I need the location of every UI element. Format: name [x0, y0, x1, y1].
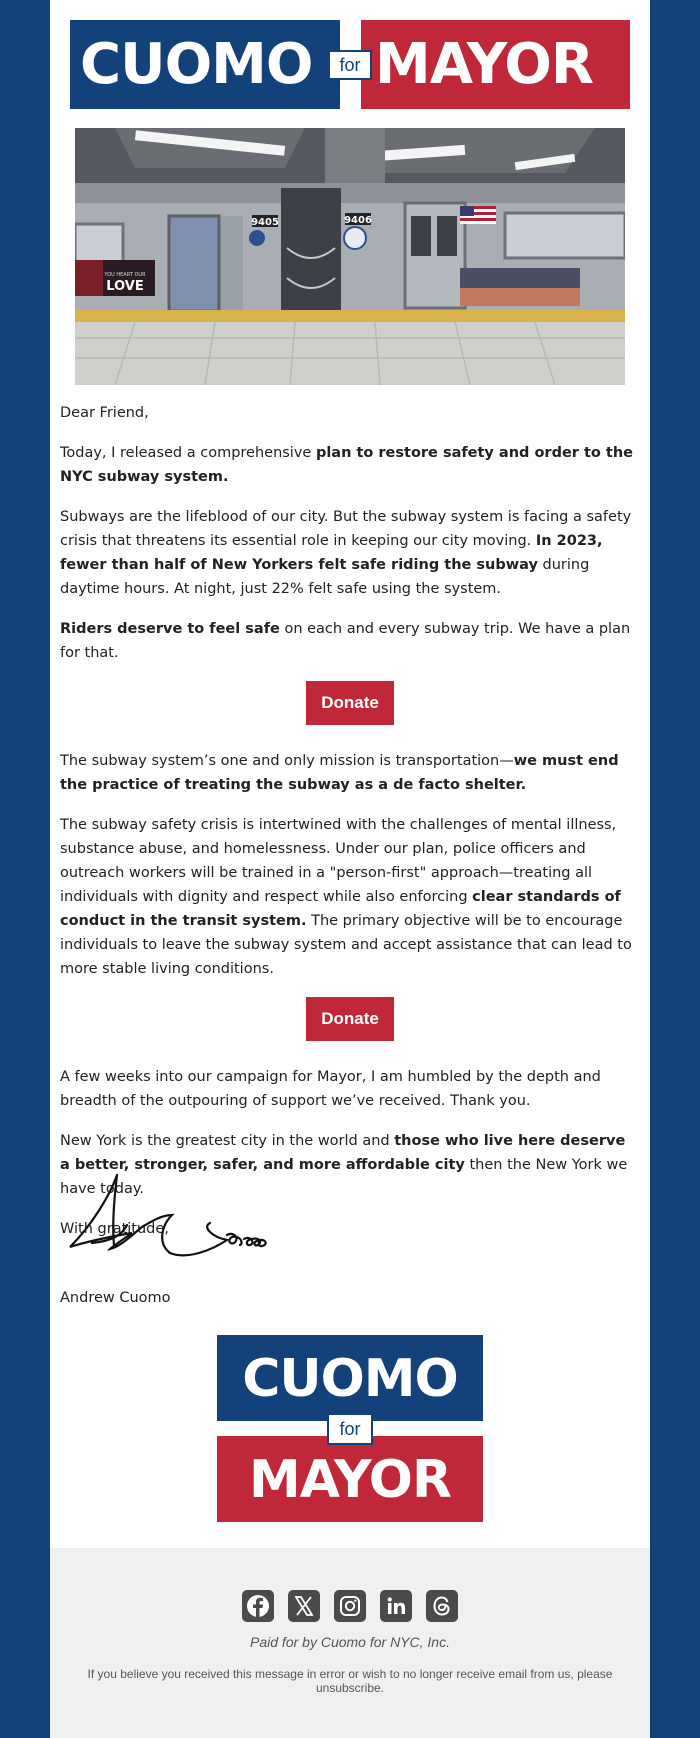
- logo-word-for: for: [328, 50, 372, 80]
- car-number-9406: 9406: [344, 215, 372, 226]
- p1-bold: plan to restore safety and order to the NYC subway system.: [60, 445, 634, 485]
- email-body: [50, 0, 650, 1738]
- p5-bold: clear standards of conduct in the transit system.: [60, 889, 621, 929]
- footer-logo-word-cuomo: CUOMO: [242, 1349, 458, 1409]
- footer-logo-word-mayor: MAYOR: [248, 1450, 452, 1510]
- logo-word-mayor: MAYOR: [375, 32, 593, 97]
- paragraph-approach: [60, 813, 640, 981]
- p7-bold: those who live here deserve a better, stronger, safer, and more affordable city: [60, 1133, 626, 1173]
- greeting: [60, 401, 640, 425]
- paragraph-riders: [60, 617, 640, 665]
- p1-text: Today, I released a comprehensive: [60, 445, 316, 461]
- footer-logo-word-for: for: [327, 1413, 373, 1445]
- p6-text: A few weeks into our campaign for Mayor, I am humbled by the depth and breadth of the outpouring of support we’ve received. Thank you.: [60, 1069, 601, 1109]
- subway-photo: [75, 128, 625, 385]
- p5-text: The subway safety crisis is intertwined with the challenges of mental illness, substance abuse, and homelessness. Under our plan, police officers and outreach workers will be trained in a "person-first" approach—treating all individuals with dignity and respect while also enforcing: [60, 817, 617, 905]
- signature-image: [62, 1165, 292, 1270]
- header-logo: [70, 20, 630, 109]
- ad-love-text: LOVE: [106, 279, 144, 294]
- p4-text: The subway system’s one and only mission is transportation—: [60, 753, 514, 769]
- instagram-icon[interactable]: [334, 1590, 366, 1622]
- paragraph-thanks: [60, 1065, 640, 1113]
- car-number-9405: 9405: [251, 217, 279, 228]
- donate-wrap-1: [60, 681, 640, 725]
- p3-text: on each and every subway trip. We have a plan for that.: [60, 621, 631, 661]
- footer-logo: [217, 1335, 483, 1522]
- p7-text-end: then the New York we have today.: [60, 1157, 628, 1197]
- p5-text-end: The primary objective will be to encourage individuals to leave the subway system and accept assistance that can lead to more stable living conditions.: [60, 913, 632, 977]
- facebook-icon[interactable]: [242, 1590, 274, 1622]
- threads-icon[interactable]: [426, 1590, 458, 1622]
- email-footer: [50, 1548, 650, 1738]
- p7-text: New York is the greatest city in the world and: [60, 1133, 395, 1149]
- greeting-text: Dear Friend,: [60, 405, 149, 421]
- donate-button-2[interactable]: Donate: [306, 997, 394, 1041]
- ad-small-text: YOU HEART OUR: [104, 272, 146, 278]
- paragraph-plan: [60, 441, 640, 489]
- donate-button[interactable]: Donate: [306, 681, 394, 725]
- paid-for-disclaimer: Paid for by Cuomo for NYC, Inc.: [250, 1634, 450, 1650]
- signer-name: Andrew Cuomo: [60, 1290, 171, 1306]
- p2-text: Subways are the lifeblood of our city. But the subway system is facing a safety crisis that threatens its essential role in keeping our city moving.: [60, 509, 632, 549]
- donate-wrap-2: [60, 997, 640, 1041]
- p4-bold: we must end the practice of treating the subway as a de facto shelter.: [60, 753, 619, 793]
- social-links: [242, 1590, 458, 1622]
- x-icon[interactable]: [288, 1590, 320, 1622]
- paragraph-mission: [60, 749, 640, 797]
- p2-bold: In 2023, fewer than half of New Yorkers felt safe riding the subway: [60, 533, 603, 573]
- linkedin-icon[interactable]: [380, 1590, 412, 1622]
- p3-bold: Riders deserve to feel safe: [60, 621, 280, 637]
- letter-body: [60, 401, 640, 1257]
- logo-word-cuomo: CUOMO: [80, 32, 313, 97]
- p2-text-end: during daytime hours. At night, just 22% felt safe using the system.: [60, 557, 590, 597]
- unsubscribe-notice[interactable]: If you believe you received this message in error or wish to no longer receive email from us, please unsubscribe.: [87, 1667, 613, 1695]
- paragraph-crisis: [60, 505, 640, 601]
- closing-text: With gratitude,: [60, 1221, 169, 1237]
